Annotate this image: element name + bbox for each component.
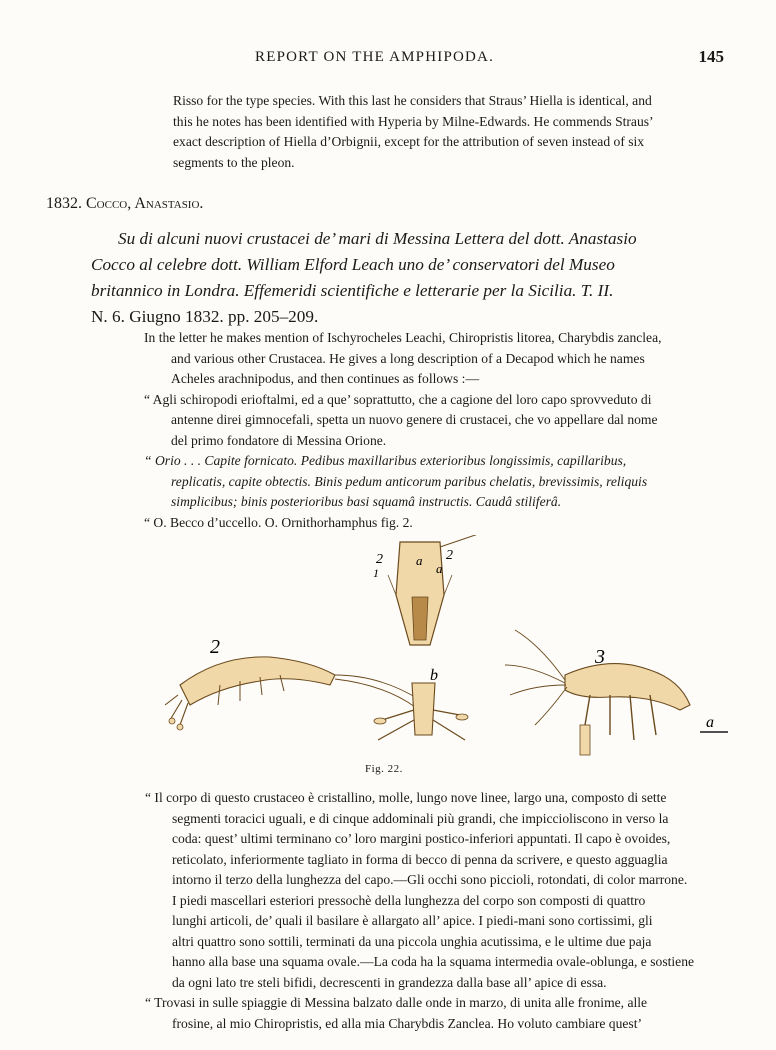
text-line: Acheles arachnipodus, and then continues as follows :— [171,371,480,386]
text-line: segmenti toracici uguali, e di cinque addominali più grandi, che impiccioliscono in verso la [172,810,669,826]
figure-22 [160,535,740,775]
text-line: Risso for the type species. With this last he considers that Straus’ Hiella is identical, and [173,93,652,108]
text-line: intorno il terzo della lunghezza del capo.—Gli occhi sono piccioli, rotondati, di color marrone. [172,872,688,887]
text-line: da ogni lato tre steli bifidi, decrescenti in grandezza dalla base all’ apice di essa. [172,974,607,990]
text-line: altri quattro sono sottili, terminati da una piccola unghia acutissima, e le ultime due paja [172,933,652,949]
label-b: b [430,667,438,684]
label-1: 1 [373,566,379,580]
citation-line: N. 6. Giugno 1832. pp. 205–209. [91,307,319,326]
text-line: I piedi mascellari esteriori pressochè della lunghezza del corpo son composti di quattro [172,892,646,908]
quote-line: “ Agli schiropodi erioftalmi, ed a que’ soprattutto, che a cagione del loro capo sprovveduto di [144,391,652,407]
citation-line: Cocco al celebre dott. William Elford Leach uno de’ conservatori del Museo [91,255,615,274]
bibliography-entry-heading [46,195,203,213]
citation-line: Su di alcuni nuovi crustacei de’ mari di Messina Lettera del dott. Anastasio [118,229,637,248]
label-a-scale: a [706,714,714,731]
text-line: In the letter he makes mention of Ischyrocheles Leachi, Chiropristis litorea, Charybdis zanclea, [144,330,662,345]
text-line: reticolato, inferiormente tagliato in forma di becco di penna da scrivere, e questo agguaglia [172,851,668,867]
notes [144,328,730,533]
text-line: “ Il corpo di questo crustaceo è cristallino, molle, lungo nove linee, largo una, composto di sette [145,790,667,805]
label-fig2: 2 [210,636,220,658]
citation [91,226,727,330]
label-2-right: 2 [446,548,453,563]
entry-year: 1832. [46,195,82,212]
text-line: segments to the pleon. [173,154,295,170]
continuation-paragraph [173,91,729,173]
head-drawing [388,535,490,645]
page-number: 145 [698,47,724,66]
text-line: exact description of Hiella d’Orbignii, except for the attribution of seven instead of six [173,134,645,149]
running-title: REPORT ON THE AMPHIPODA. [255,49,495,65]
quote-line: antenne direi gimnocefali, spetta un nuovo genere di crustacei, che vo appellare dal nome [171,412,658,427]
text-line: “ Trovasi in sulle spiaggie di Messina balzato dalle onde in marzo, di unita alle fronime, alle [145,995,648,1010]
text-line: coda: quest’ ultimi terminano co’ loro margini postico-inferiori appuntati. Il capo è ovoides, [172,831,671,846]
text-line: lunghi articoli, de’ quali il basilare è allargato all’ apice. I piedi-mani sono cortissimi, gli [172,913,653,928]
latin-diagnosis-line: “ Orio . . . Capite fornicato. Pedibus maxillaribus exterioribus longissimis, capillaribus, [144,453,627,468]
quote-line: del primo fondatore di Messina Orione. [171,432,387,448]
latin-diagnosis-line: replicatis, capite obtectis. Binis pedum anticorum paribus chelatis, brevissimis, reliquis [171,473,648,489]
entry-author: Cocco, Anastasio. [86,195,204,212]
figure-caption: Fig. 22. [365,763,403,775]
text-line: this he notes has been identified with Hyperia by Milne-Edwards. He commends Straus’ [173,113,654,129]
label-2-left: 2 [376,552,383,567]
label-a-right: a [436,561,443,576]
text-line: frosine, al mio Chiropristis, ed alla mia Charybdis Zanclea. Ho voluto cambiare quest’ [172,1015,642,1031]
label-fig3: 3 [595,646,605,668]
description-quote [145,788,731,1034]
quote-line: “ O. Becco d’uccello. O. Ornithorhamphus fig. 2. [144,514,413,530]
latin-diagnosis-line: simplicibus; binis posterioribus basi squamâ instructis. Caudâ stiliferâ. [171,494,562,509]
citation-line: britannico in Londra. Effemeridi scientifiche e letterarie per la Sicilia. T. II. [91,281,614,300]
running-header [0,49,776,69]
tail-drawing [374,683,468,740]
text-line: hanno alla base una squama ovale.—La coda ha la squama intermedia ovale-oblunga, e sostiene [172,954,695,969]
amphipod-illustration [160,535,740,775]
text-line: and various other Crustacea. He gives a long description of a Decapod which he names [171,350,645,366]
label-a-center: a [416,553,423,568]
